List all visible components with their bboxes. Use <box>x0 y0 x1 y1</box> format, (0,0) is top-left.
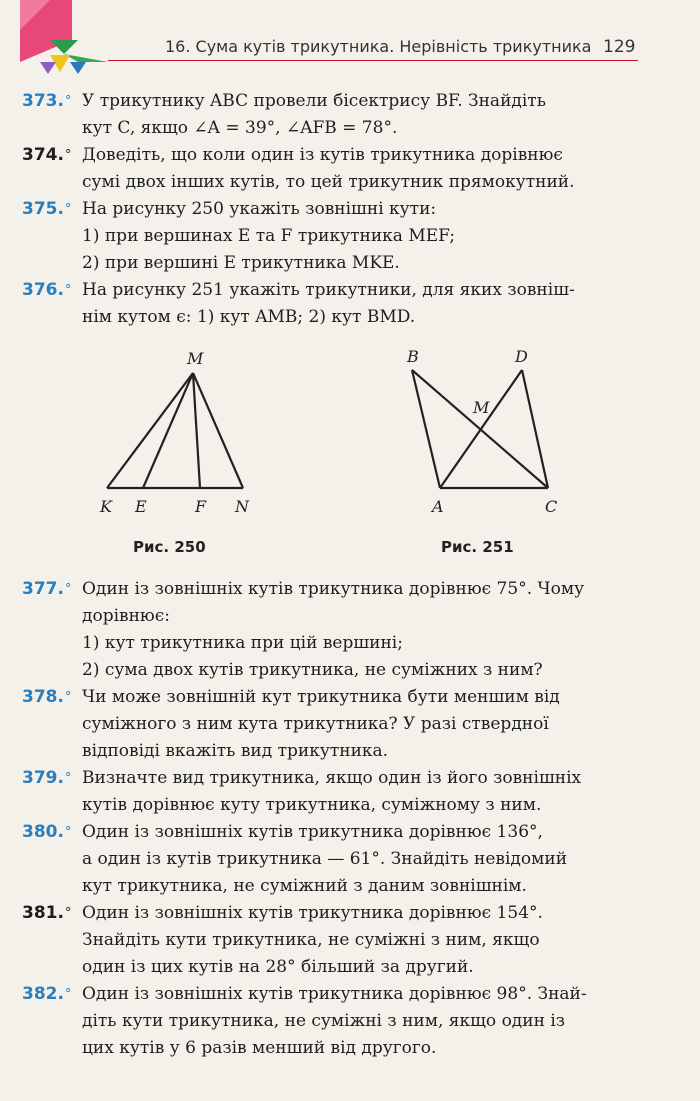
problem-text-line: Чи може зовнішній кут трикутника бути меншим від <box>82 687 560 707</box>
problem-item <box>22 684 644 765</box>
problem-text-line: Один із зовнішніх кутів трикутника дорівнює 75°. Чому <box>82 579 585 599</box>
label-E: E <box>135 497 147 516</box>
problem-text-line: Один із зовнішніх кутів трикутника дорівнює 136°, <box>82 822 543 842</box>
problems-bottom <box>22 576 644 1062</box>
problem-text-line: 1) при вершинах E та F трикутника MEF; <box>82 226 456 246</box>
problem-text-line: діть кути трикутника, не суміжні з ним, якщо один із <box>82 1011 566 1031</box>
segment-AD <box>440 370 522 488</box>
section-title: 16. Сума кутів трикутника. Нерівність трикутника <box>165 37 592 56</box>
problem-text-line: Визначте вид трикутника, якщо один із його зовнішніх <box>82 768 582 788</box>
label-D: D <box>515 347 528 366</box>
page-number: 129 <box>603 37 636 57</box>
label-M: M <box>187 349 204 368</box>
problems-top <box>22 88 644 331</box>
problem-number: 381.° <box>22 903 72 923</box>
problem-number: 375.° <box>22 199 72 219</box>
label-K: K <box>100 497 112 516</box>
problem-text-line: У трикутнику ABC провели бісектрису BF. Знайдіть <box>82 91 546 111</box>
figure-251 <box>395 340 575 525</box>
problem-text-line: 1) кут трикутника при цій вершині; <box>82 633 403 653</box>
problem-text-line: 2) при вершині E трикутника MKE. <box>82 253 400 273</box>
label-B: B <box>407 347 419 366</box>
caption-251: Рис. 251 <box>441 538 514 556</box>
problem-text-line: На рисунку 251 укажіть трикутники, для яких зовніш- <box>82 280 575 300</box>
segment-DC <box>522 370 548 488</box>
label-F: F <box>195 497 207 516</box>
page-header <box>0 0 700 82</box>
problem-item <box>22 576 644 684</box>
problem-text-line: цих кутів у 6 разів менший від другого. <box>82 1038 437 1058</box>
problem-item <box>22 277 644 331</box>
label-C: C <box>545 497 558 516</box>
problem-text-line: нім кутом є: 1) кут AMB; 2) кут BMD. <box>82 307 416 327</box>
figure-250 <box>95 340 265 525</box>
problem-number: 376.° <box>22 280 72 300</box>
problem-item <box>22 142 644 196</box>
problem-item <box>22 819 644 900</box>
problem-text-line: один із цих кутів на 28° більший за другий. <box>82 957 474 977</box>
problem-text-line: кут трикутника, не суміжний з даним зовнішнім. <box>82 876 527 896</box>
problem-item <box>22 88 644 142</box>
label-N: N <box>235 497 249 516</box>
problem-text-line: сумі двох інших кутів, то цей трикутник прямокутний. <box>82 172 575 192</box>
problem-number: 382.° <box>22 984 72 1004</box>
label-M: M <box>473 398 490 417</box>
problem-number: 373.° <box>22 91 72 111</box>
problem-text-line: Доведіть, що коли один із кутів трикутника дорівнює <box>82 145 563 165</box>
problem-text-line: Знайдіть кути трикутника, не суміжні з ним, якщо <box>82 930 540 950</box>
problem-number: 379.° <box>22 768 72 788</box>
segment-MF <box>193 373 200 488</box>
segment-MN <box>193 373 243 488</box>
problem-item <box>22 981 644 1062</box>
problem-text-line: Один із зовнішніх кутів трикутника дорівнює 154°. <box>82 903 543 923</box>
header-rule <box>108 60 638 61</box>
problem-number: 377.° <box>22 579 72 599</box>
problem-text-line: дорівнює: <box>82 606 170 626</box>
problem-text-line: Один із зовнішніх кутів трикутника дорівнює 98°. Знай- <box>82 984 587 1004</box>
problem-item <box>22 765 644 819</box>
problem-text-line: кутів дорівнює куту трикутника, суміжному з ним. <box>82 795 542 815</box>
problem-number: 378.° <box>22 687 72 707</box>
problem-text-line: суміжного з ним кута трикутника? У разі ствердної <box>82 714 549 734</box>
segment-BA <box>412 370 440 488</box>
problem-item <box>22 900 644 981</box>
tangram-logo-icon <box>20 0 110 82</box>
caption-250: Рис. 250 <box>133 538 206 556</box>
problem-text-line: На рисунку 250 укажіть зовнішні кути: <box>82 199 437 219</box>
problem-item <box>22 196 644 277</box>
problem-text-line: 2) сума двох кутів трикутника, не суміжних з ним? <box>82 660 543 680</box>
problem-text-line: а один із кутів трикутника — 61°. Знайдіть невідомий <box>82 849 568 869</box>
problem-number: 374.° <box>22 145 72 165</box>
label-A: A <box>432 497 444 516</box>
problem-text-line: відповіді вкажіть вид трикутника. <box>82 741 389 761</box>
problem-number: 380.° <box>22 822 72 842</box>
problem-text-line: кут C, якщо ∠A = 39°, ∠AFB = 78°. <box>82 118 398 138</box>
